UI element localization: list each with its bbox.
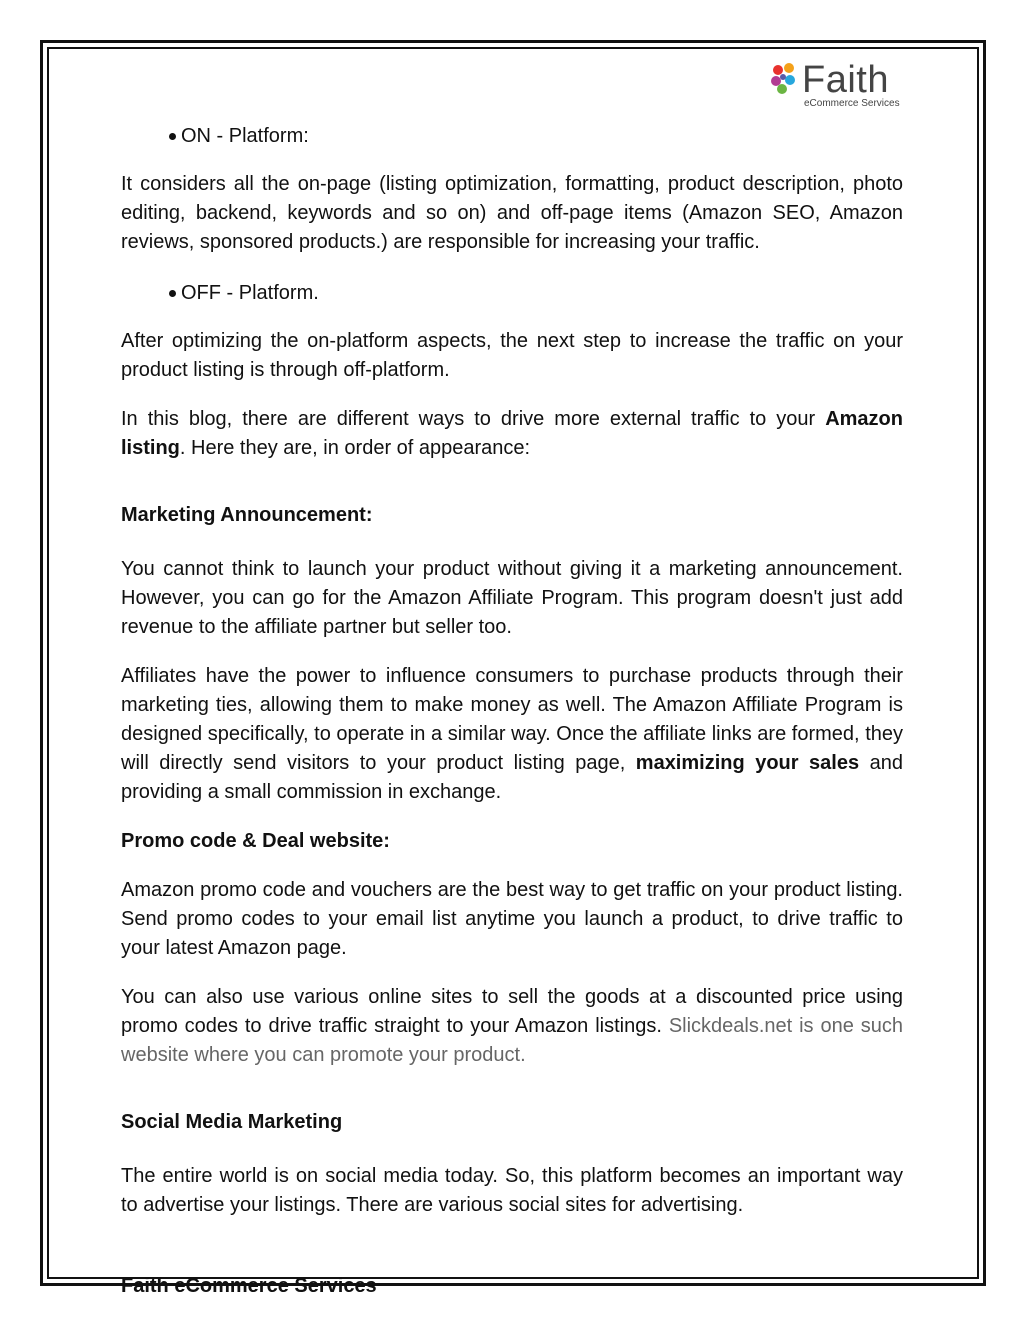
maximizing-sales-bold: maximizing your sales: [635, 752, 860, 774]
bullet-on-label: ON - Platform:: [181, 124, 309, 147]
bullet-dot-icon: [169, 290, 176, 297]
faith-logo: [770, 58, 910, 110]
document-body: [121, 120, 903, 1301]
paragraph-on-platform: It considers all the on-page (listing optimization, formatting, product description, photo editing, backend, keywords and so on) and off-page items (Amazon SEO, Amazon reviews, sponsored products.) are responsible for increasing your traffic.: [121, 173, 903, 253]
amazon-listing-bold: Amazon listing: [121, 408, 903, 459]
bullet-dot-icon: [169, 133, 176, 140]
affiliates-text: Affiliates have the power to influence consumers to purchase products through their marketing ties, allowing them to make money as well. The Amazon Affiliate Program is designed specifically, to operate in a similar way. Once the affiliate links are formed, they will directly send visitors to your product listing page,: [121, 665, 903, 774]
paragraph-blog-intro: [121, 405, 903, 463]
bullet-on-platform: [169, 120, 903, 152]
blog-intro-text: In this blog, there are different ways to drive more external traffic to your: [121, 408, 826, 430]
paragraph-marketing: You cannot think to launch your product without giving it a marketing announcement. However, you can go for the Amazon Affiliate Program. This program doesn't just add revenue to the affiliate partner but seller too.: [121, 558, 903, 638]
paragraph-promo: Amazon promo code and vouchers are the best way to get traffic on your product listing. Send promo codes to your email list anytime you launch a product, to drive traffic to your latest Amazon page.: [121, 879, 903, 959]
blog-intro-end: . Here they are, in order of appearance:: [179, 437, 531, 459]
online-sites-text: You can also use various online sites to sell the goods at a discounted price using promo codes to drive traffic straight to your Amazon listings.: [121, 986, 903, 1037]
heading-social-media: Social Media Marketing: [121, 1111, 343, 1133]
bullet-off-platform: [169, 277, 903, 309]
heading-marketing-announcement: Marketing Announcement:: [121, 504, 373, 526]
affiliates-end: and providing a small commission in exchange.: [121, 752, 903, 803]
paragraph-social-media: The entire world is on social media today. So, this platform becomes an important way to advertise your listings. There are various social sites for advertising.: [121, 1165, 903, 1216]
paragraph-off-platform: After optimizing the on-platform aspects, the next step to increase the traffic on your product listing is through off-platform.: [121, 330, 903, 381]
bullet-off-label: OFF - Platform.: [181, 281, 319, 304]
logo-tagline: eCommerce Services: [804, 98, 900, 109]
flower-logo-icon: [770, 62, 800, 96]
logo-wordmark: Faith: [802, 59, 889, 101]
paragraph-affiliates: [121, 662, 903, 807]
footer-company-name: Faith eCommerce Services: [121, 1275, 377, 1297]
heading-promo-code: Promo code & Deal website:: [121, 830, 390, 852]
slickdeals-text: Slickdeals.net is one such website where you can promote your product.: [121, 1015, 903, 1066]
paragraph-online-sites: [121, 983, 903, 1070]
